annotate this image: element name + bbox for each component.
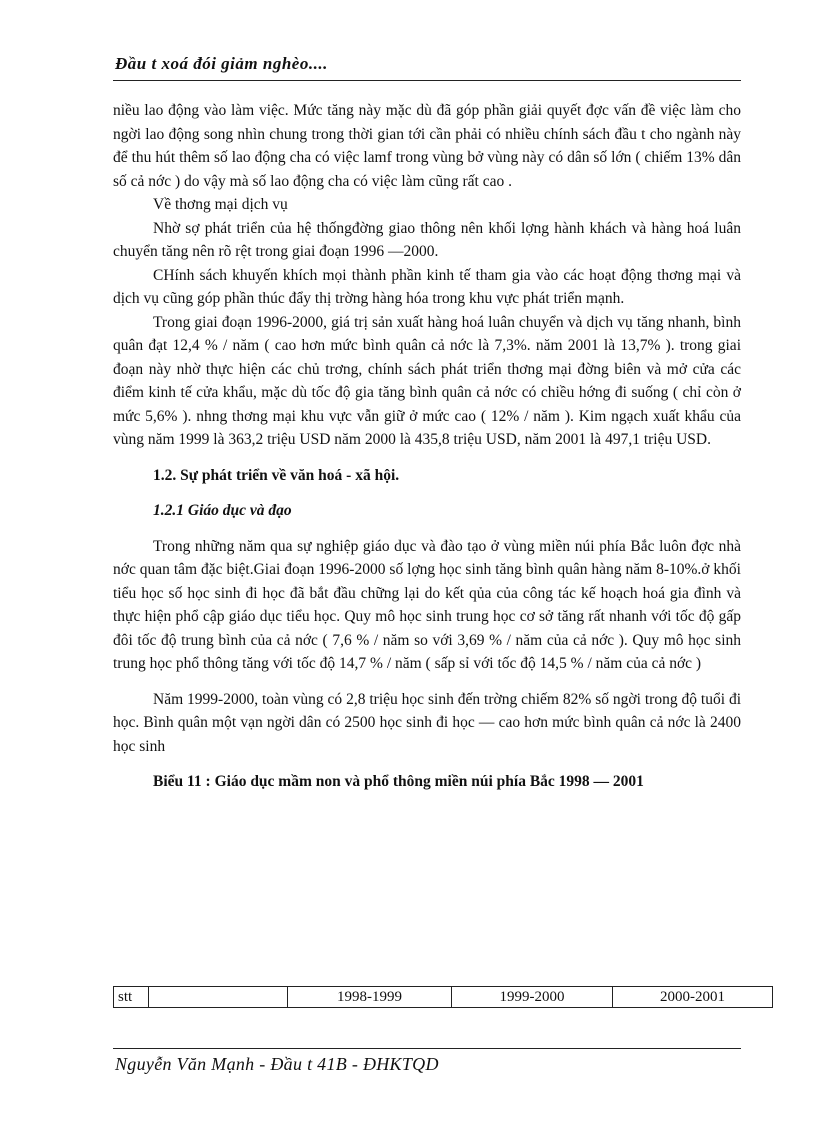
paragraph: Về thơng mại dịch vụ <box>153 196 288 213</box>
data-table <box>113 986 773 1008</box>
paragraph: Trong những năm qua sự nghiệp giáo dục và đào tạo ở vùng miền núi phía Bắc luôn đợc nhà nớc quan tâm đặc biệt.Giai đoạn 1996-2000 số lợng học sinh tăng bình quân hàng năm 8-10%.ở khối tiểu học số học sinh đi học đã bắt đầu chững lại do kết qủa của công tác kế hoạch hoá gia đình và thực hiện phổ cập giáo dục tiểu học. Quy mô học sinh trung học cơ sở tăng rất nhanh với tốc độ gấp đôi tốc độ trung bình của cả nớc ( 7,6 % / năm so với 3,69 % / năm của cả nớc ). Quy mô học sinh trung học phổ thông tăng với tốc độ 14,7 % / năm ( sấp sỉ với tốc độ 14,5 % / năm của cả nớc ) <box>113 537 741 672</box>
document-body <box>113 99 741 794</box>
subsection-heading: 1.2.1 Giáo dục và đạo <box>153 502 292 519</box>
paragraph: Trong giai đoạn 1996-2000, giá trị sản xuất hàng hoá luân chuyển và dịch vụ tăng nhanh, bình quân đạt 12,4 % / năm ( cao hơn mức bình quân cả nớc là 7,3%. năm 2001 là 13,7% ). trong giai đoạn này nhờ thực hiện các chủ trơng, chính sách phát triển thơng mại đờng biên và mở cửa các điểm kinh tế cửa khẩu, mặc dù tốc độ gia tăng bình quân cả nớc có chiều hớng đi suống ( chỉ còn ở mức 5,6% ). nhng thơng mại khu vực vẫn giữ ở mức cao ( 12% / năm ). Kim ngạch xuất khẩu của vùng năm 1999 là 363,2 triệu USD năm 2000 là 435,8 triệu USD, năm 2001 là 497,1 triệu USD. <box>113 313 741 448</box>
page-header <box>113 50 741 81</box>
table-header-cell: 1999-2000 <box>452 987 613 1008</box>
paragraph: niều lao động vào làm việc. Mức tăng này mặc dù đã góp phần giải quyết đợc vấn đề việc làm cho ngời lao động song nhìn chung trong thời gian tới cần phải có nhiều chính sách đầu t cho ngành này để thu hút thêm số lao động cha có việc lamf trong vùng bở vùng này có dân số lớn ( chiếm 13% dân số cả nớc ) do vậy mà số lao động cha có việc làm cũng rất cao . <box>113 102 741 190</box>
table-header-cell: 1998-1999 <box>288 987 452 1008</box>
page-footer <box>113 1048 741 1074</box>
table-header-cell <box>149 987 288 1008</box>
table-header-cell: 2000-2001 <box>613 987 773 1008</box>
paragraph: Năm 1999-2000, toàn vùng có 2,8 triệu học sinh đến trờng chiếm 82% số ngời trong độ tuổi đi học. Bình quân một vạn ngời dân có 2500 học sinh đi học — cao hơn mức bình quân cả nớc là 2400 học sinh <box>113 690 741 755</box>
table-caption: Biểu 11 : Giáo dục mầm non và phổ thông miền núi phía Bắc 1998 — 2001 <box>153 773 644 790</box>
paragraph: Nhờ sợ phát triển của hệ thốngđờng giao thông nên khối lợng hành khách và hàng hoá luân chuyển tăng nên rõ rệt trong giai đoạn 1996 —2000. <box>113 219 741 260</box>
header-title: Đầu t xoá đói giảm nghèo.... <box>115 54 328 73</box>
footer-text: Nguyễn Văn Mạnh - Đầu t 41B - ĐHKTQD <box>115 1054 439 1074</box>
paragraph: CHính sách khuyến khích mọi thành phần kinh tế tham gia vào các hoạt động thơng mại và dịch vụ cũng góp phần thúc đẩy thị trờng hàng hóa trong khu vực phát triển mạnh. <box>113 266 741 307</box>
table-row <box>114 987 773 1008</box>
section-heading: 1.2. Sự phát triển về văn hoá - xã hội. <box>153 466 400 484</box>
table-header-cell: stt <box>114 987 149 1008</box>
